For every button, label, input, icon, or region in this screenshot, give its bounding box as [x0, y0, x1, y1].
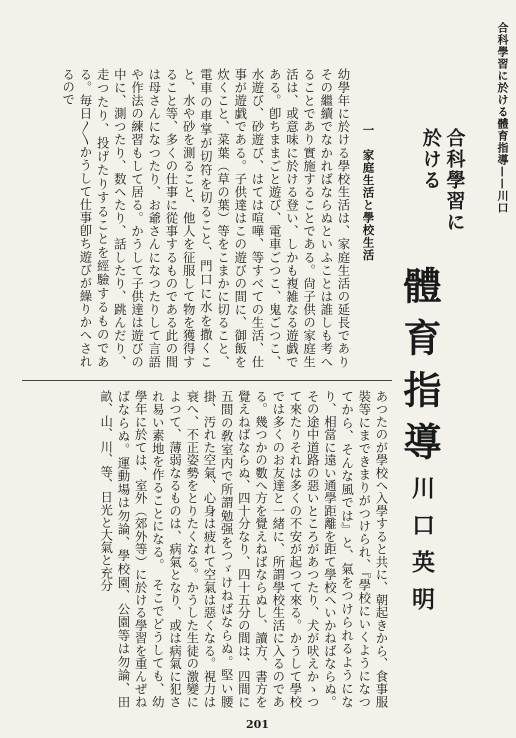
- upper-body-text: 幼學年に於ける學校生活は、家庭生活の延長でありその繼續でなかればならぬといふことは誰しも考へることであり實施することである。尙子供の家庭生活は、或意味に於ける登い、しかも複雑なる遊戯である。卽ちままごと遊び、電車ごつこ、鬼ごつこ、水遊び、砂遊び、はては喧嘩、等すべての生活、仕事が遊戯である。子供達はこの遊びの間に、御飯を炊くこと、菜葉（草の葉）等をこまかに切ること、電車の車掌が切符を切ること、門口に水を撒くこと、水や砂を測ること、他人を征服して物を獲得すること等、多くの仕事に從事するものである此の間は母さんになつたり、お爺さんになつたりして言語や作法の練習もして居る。かうして子供達は遊びの中に、測つたり、数へたり、話したり、跳んだり、走つたり、投げたりすることを經驗するものである。毎日〳〵かうして仕事卽ち遊びが繰りかへされるので: [60, 68, 351, 368]
- article-title: 體育指導: [397, 266, 442, 474]
- page-number: 201: [246, 718, 269, 731]
- lower-body-text: あつたのが學校へ入學すると共に、朝起きから、食事服裝等にまできまりがつけられ、『學校にいくようになつてから、そんな風では』と、氣をつけられるようになり、相當に遠い通學距離を距て學校へいかねばならぬ。その途中道路の惡いところがあつたり、犬が吠えかゝつて來たりそれは多くの不安が起つて來る。かうして學校では多くのお友達と一緒に、所謂學校生活に入るのである。幾つかの數へ方を覺えねばならぬし、讀方、書方を覺えねばならぬ、四十分なり、四十五分の間は、四間に五間の敎室内で所謂勉强をつゞけねばならぬ。堅い腰掛、汚れた空氣、心身は疲れて空氣は惡くなる。視力は衰へ、不正姿勢をとりたくなる。かうした生徒の激變によつて、薄弱なるものは、病氣となり、或は病氣に犯され易い素地を作ることになる。 そこでどうしても、幼學年に於ては、室外（郊外等）に於ける學習を重んぜねばならぬ。運動場は勿論、學校園、公園等は勿論、田畝、山、川、等、日光と大氣と充分: [98, 390, 389, 708]
- article-subtitle: 合科學習に於ける: [419, 128, 466, 233]
- running-head: 合科學習に於ける體育指導——川口: [496, 22, 509, 214]
- section-divider: [22, 380, 392, 381]
- author-name: 川口英明: [408, 476, 435, 624]
- section-heading: 一 家庭生活と學校生活: [361, 124, 376, 262]
